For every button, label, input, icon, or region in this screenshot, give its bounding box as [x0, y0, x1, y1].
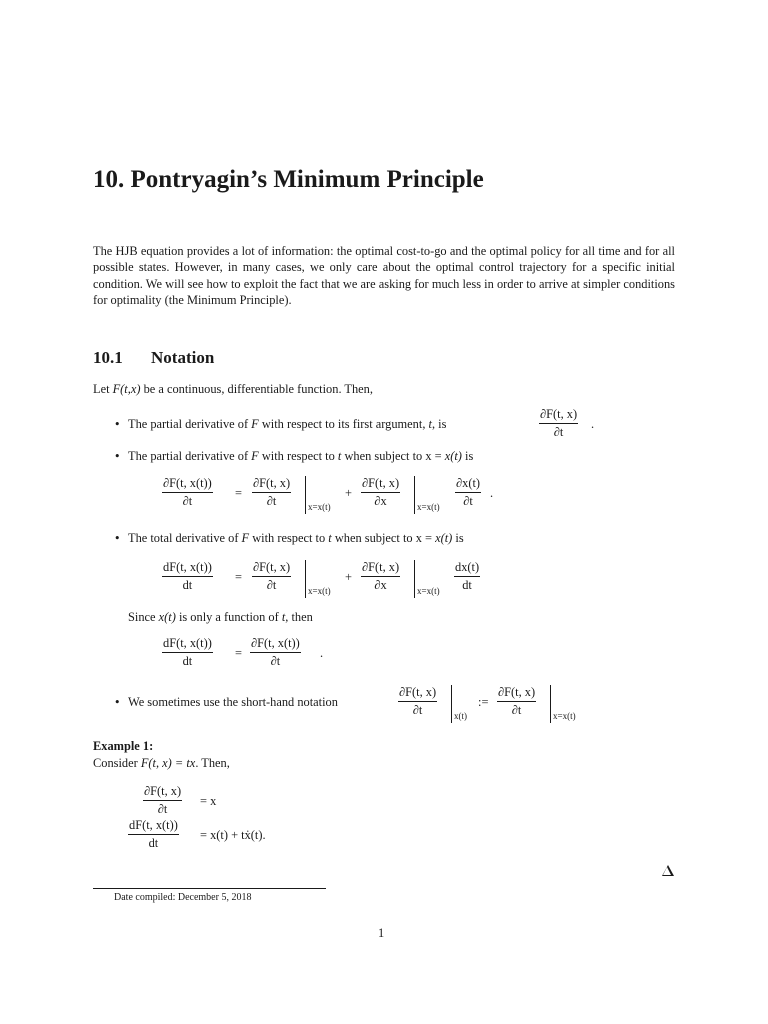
consider-pre: Consider: [93, 756, 141, 770]
eq3-period: .: [320, 646, 324, 660]
b3-F: F: [241, 531, 250, 545]
example-label: Example 1:: [93, 739, 154, 753]
intro-paragraph: The HJB equation provides a lot of information: the optimal cost-to-go and the optimal policy for all time and for all possible states. However, in many cases, we only care about the optimal control trajectory for a specific initial condition. We will see how to exploit the fact that we are asking for much less in order to arrive at simpler conditions for optimality (the Minimum Principle).: [93, 244, 675, 308]
eq2-lhs-fraction: [162, 560, 213, 593]
footnote-rule: [93, 888, 326, 889]
eq1-subscript-2: x=x(t): [417, 502, 440, 512]
example-eq2-rhs: = x(t) + tẋ(t).: [200, 828, 266, 842]
fraction-denominator: dt: [148, 836, 159, 850]
fraction-numerator: dF(t, x(t)): [162, 560, 213, 577]
bullet-2-text: [128, 449, 473, 464]
b2-xt: x(t): [444, 449, 462, 463]
fraction-denominator: dt: [182, 578, 193, 592]
section-heading: [93, 348, 214, 368]
bullet-dot: •: [114, 532, 121, 545]
bullet-dot: •: [114, 418, 121, 431]
consider-post: . Then,: [195, 756, 230, 770]
fraction-denominator: dt: [182, 654, 193, 668]
b2-t: t: [337, 449, 342, 463]
example-eq2-fraction: [128, 818, 179, 851]
b3-mid: with respect to: [249, 531, 329, 545]
let-line: [93, 382, 373, 397]
eq1-dx-fraction: [455, 476, 481, 509]
example-consider-line: [93, 756, 230, 771]
since-mid: is only a function of: [175, 610, 282, 624]
section-title: Notation: [151, 348, 215, 367]
fraction-numerator: ∂F(t, x): [497, 685, 536, 702]
since-pre: Since: [128, 610, 159, 624]
fraction-denominator: ∂t: [412, 703, 423, 717]
fraction-numerator: ∂F(t, x): [539, 407, 578, 424]
fraction-numerator: ∂F(t, x): [252, 560, 291, 577]
fraction-denominator: ∂t: [463, 494, 473, 508]
fraction-denominator: ∂t: [266, 494, 277, 508]
fraction-numerator: dx(t): [454, 560, 480, 577]
consider-eq: F(t, x) = tx: [140, 756, 196, 770]
since-t: t: [281, 610, 286, 624]
eq1-partial-x-fraction: [361, 476, 400, 509]
b3-post: when subject to x =: [331, 531, 436, 545]
fraction-denominator: ∂t: [511, 703, 522, 717]
fraction-denominator: ∂x: [374, 494, 387, 508]
fraction-numerator: ∂F(t, x): [398, 685, 437, 702]
eq2-subscript-2: x=x(t): [417, 586, 440, 596]
let-line-post: be a continuous, differentiable function. Then,: [140, 382, 373, 396]
fraction-numerator: dF(t, x(t)): [162, 636, 213, 653]
b3-end: is: [452, 531, 464, 545]
since-xt: x(t): [158, 610, 176, 624]
example-eq1-rhs: = x: [200, 794, 217, 808]
fraction-partial-F-t: [539, 407, 578, 440]
b2-end: is: [461, 449, 474, 463]
b3-xt: x(t): [435, 531, 453, 545]
b2-mid: with respect to: [258, 449, 338, 463]
let-line-func: F(t,x): [112, 382, 141, 396]
since-line: [128, 610, 313, 625]
eq4-rhs-fraction: [497, 685, 536, 718]
eq1-plus: +: [345, 486, 352, 500]
let-line-pre: Let: [93, 382, 113, 396]
fraction-denominator: ∂x: [374, 578, 387, 592]
triangle-icon: [662, 865, 674, 876]
bullet-4-text: We sometimes use the short-hand notation: [128, 695, 338, 709]
eq4-defeq: :=: [478, 695, 489, 709]
fraction-numerator: ∂F(t, x): [361, 560, 400, 577]
eq1-equals: =: [235, 486, 242, 500]
b1-F: F: [251, 417, 259, 431]
bullet-3-text: [128, 531, 464, 546]
b3-pre: The total derivative of: [128, 531, 242, 545]
eq2-subscript-1: x=x(t): [308, 586, 331, 596]
eval-bar: [414, 476, 415, 514]
eq1-lhs-fraction: [162, 476, 213, 509]
eq1-subscript-1: x=x(t): [308, 502, 331, 512]
eval-bar: [305, 476, 306, 514]
b2-pre: The partial derivative of: [128, 449, 252, 463]
b2-post: when subject to x =: [341, 449, 445, 463]
eq2-equals: =: [235, 570, 242, 584]
bullet-dot: •: [114, 450, 121, 463]
eval-bar: [451, 685, 452, 723]
eq2-dx-fraction: [454, 560, 480, 593]
fraction-numerator: ∂F(t, x): [143, 784, 182, 801]
b1-period: .: [591, 417, 595, 431]
bullet-dot: •: [114, 696, 121, 709]
eq3-equals: =: [235, 646, 242, 660]
footnote-date: Date compiled: December 5, 2018: [114, 892, 252, 903]
eq2-plus: +: [345, 570, 352, 584]
fraction-numerator: ∂F(t, x): [252, 476, 291, 493]
page-number: 1: [378, 926, 385, 940]
eval-bar: [550, 685, 551, 723]
eq1-period: .: [490, 486, 494, 500]
b2-F: F: [251, 449, 259, 463]
eq2-partial-t-fraction: [252, 560, 291, 593]
since-post: , then: [285, 610, 313, 624]
eq2-partial-x-fraction: [361, 560, 400, 593]
fraction-denominator: ∂t: [270, 654, 281, 668]
eq3-rhs-fraction: [250, 636, 301, 669]
example-eq1-fraction: [143, 784, 182, 817]
bullet-1-text: [128, 417, 446, 432]
b1-t: t: [428, 417, 432, 431]
fraction-denominator: ∂t: [553, 425, 564, 439]
fraction-denominator: dt: [462, 578, 472, 592]
eq4-subscript-2: x=x(t): [553, 711, 576, 721]
fraction-numerator: ∂F(t, x(t)): [162, 476, 213, 493]
eq3-lhs-fraction: [162, 636, 213, 669]
b1-post: , is: [431, 417, 447, 431]
b1-pre: The partial derivative of: [128, 417, 252, 431]
eq4-lhs-fraction: [398, 685, 437, 718]
fraction-numerator: ∂x(t): [455, 476, 481, 493]
chapter-title: 10. Pontryagin’s Minimum Principle: [93, 166, 484, 193]
fraction-denominator: ∂t: [266, 578, 277, 592]
fraction-denominator: ∂t: [182, 494, 193, 508]
eval-bar: [305, 560, 306, 598]
fraction-denominator: ∂t: [157, 802, 168, 816]
eq4-subscript-1: x(t): [454, 711, 467, 721]
eval-bar: [414, 560, 415, 598]
b3-t: t: [328, 531, 332, 545]
fraction-numerator: ∂F(t, x(t)): [250, 636, 301, 653]
eq1-partial-t-fraction: [252, 476, 291, 509]
section-number: 10.1: [93, 348, 123, 367]
fraction-numerator: ∂F(t, x): [361, 476, 400, 493]
b1-mid: with respect to its first argument,: [258, 417, 429, 431]
fraction-numerator: dF(t, x(t)): [128, 818, 179, 835]
